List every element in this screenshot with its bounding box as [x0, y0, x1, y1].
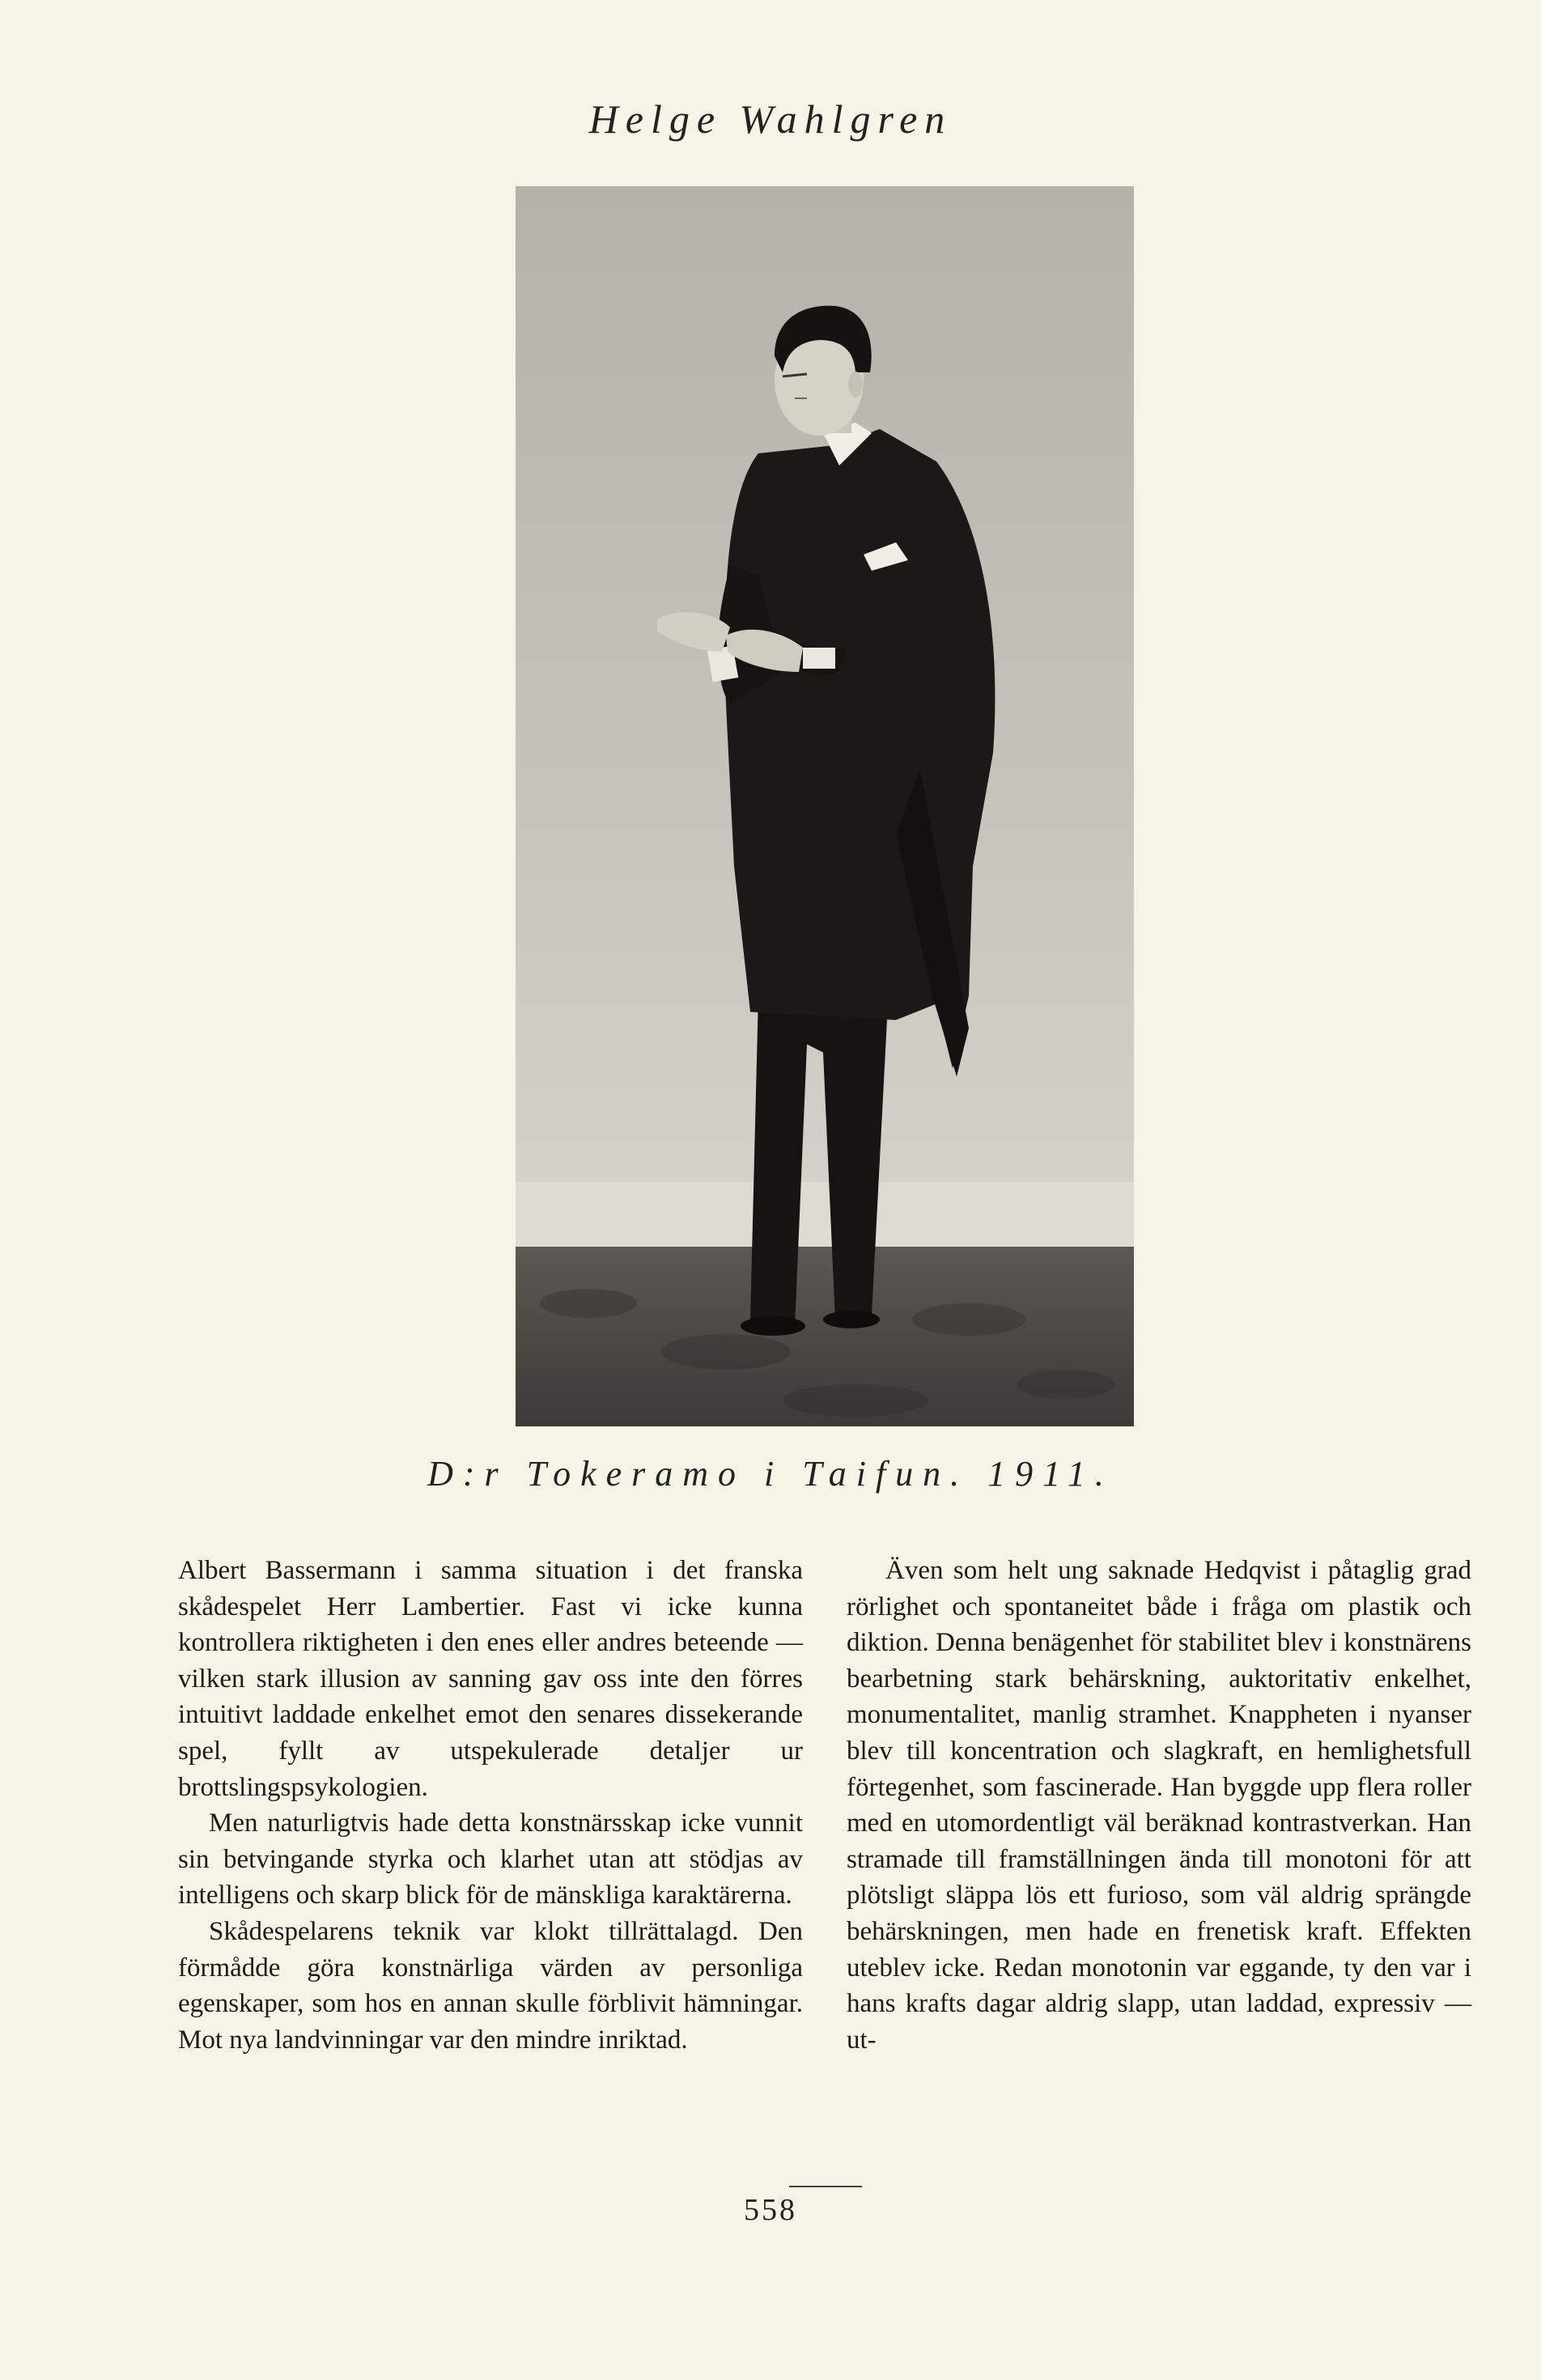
- portrait-photo: [516, 186, 1134, 1426]
- photo-caption: D:r Tokeramo i Taifun. 1911.: [427, 1454, 1114, 1494]
- page-number-rule: [789, 2186, 862, 2187]
- baseboard: [516, 1182, 1134, 1247]
- running-header: Helge Wahlgren: [588, 96, 953, 142]
- left-paragraph-2: Men naturligtvis hade detta konstnärsskap icke vunnit sin betvingande styrka och klarhet utan att stödjas av intelligens och skarp blick för de mänskliga karaktärerna.: [178, 1808, 803, 1910]
- right-paragraph-1: Även som helt ung saknade Hedqvist i påtaglig grad rörlighet och spontaneitet både i fråga om plastik och diktion. Denna benägenhet för stabilitet blev i konstnärens bearbetning stark behärskning, auktoritativ enkelhet, monumentalitet, manlig stramhet. Knappheten i nyanser blev till koncentration och slagkraft, en hemlighetsfull förtegenhet, som fascinerade. Han byggde upp flera roller med en utomordentligt väl beräknad kontrastverkan. Han stramade till framställningen ända till monotoni för att plötsligt släppa lös ett furioso, som väl aldrig sprängde behärskningen, men hade en frenetisk kraft. Effekten uteblev icke. Redan monotonin var eggande, ty den var i hans krafts dagar aldrig slapp, utan laddad, expressiv — ut-: [847, 1556, 1471, 2055]
- right-text-column: [847, 1553, 1471, 2058]
- left-paragraph-1: Albert Bassermann i samma situation i det franska skådespelet Herr Lambertier. Fast vi icke kunna kontrollera riktigheten i den enes eller andres beteende — vilken stark illusion av sanning gav oss inte den förres intuitivt laddade enkelhet emot den senares dissekerande spel, fyllt av utspekulerade detaljer ur brottslingspsykologien.: [178, 1556, 803, 1802]
- left-text-column: [178, 1553, 803, 2058]
- portrait-illustration: [516, 186, 1134, 1426]
- left-paragraph-3: Skådespelarens teknik var klokt tillrättalagd. Den förmådde göra konstnärliga värden av personliga egenskaper, som hos en annan skulle förblivit hämningar. Mot nya landvinningar var den mindre inriktad.: [178, 1916, 803, 2055]
- page-number: 558: [744, 2193, 797, 2227]
